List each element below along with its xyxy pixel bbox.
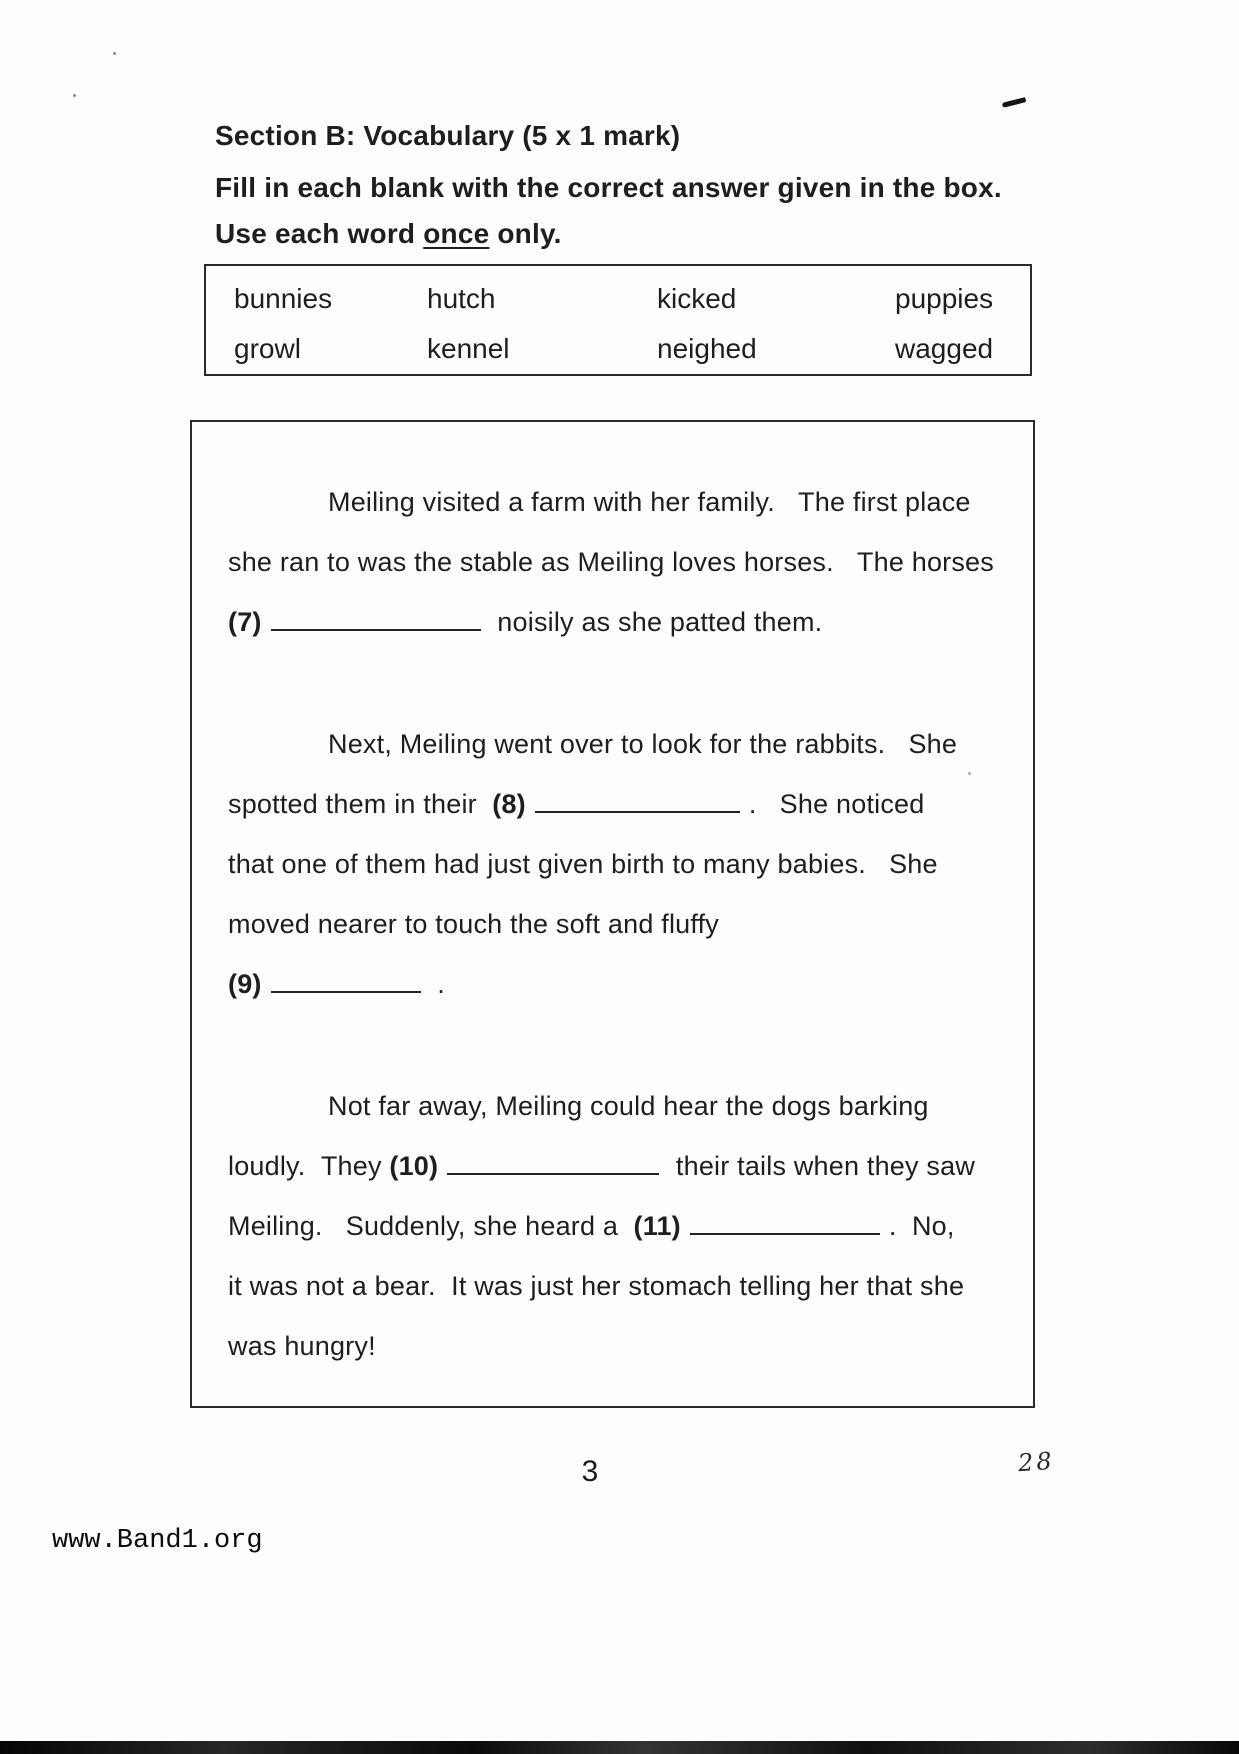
- word-option-kennel: kennel: [427, 333, 510, 364]
- instruction-underlined-word: once: [423, 218, 490, 249]
- passage-text: Not far away, Meiling could hear the dogs barking: [328, 1091, 929, 1121]
- passage-paragraph-3: [228, 1076, 993, 1376]
- passage-text: . No,: [888, 1211, 955, 1241]
- passage-text: moved nearer to touch the soft and fluffy: [228, 909, 719, 939]
- passage-paragraph-1: [228, 472, 993, 652]
- page-number: 3: [581, 1455, 599, 1488]
- handwritten-score: 28: [1017, 1446, 1056, 1478]
- answer-blank-8: [535, 791, 740, 813]
- word-option-hutch: hutch: [427, 283, 496, 314]
- answer-blank-10: [447, 1153, 659, 1175]
- answer-blank-7: [271, 609, 481, 631]
- question-number: (9): [228, 969, 262, 999]
- question-number: (11): [633, 1211, 681, 1241]
- passage-text: was hungry!: [228, 1331, 376, 1361]
- passage-text: noisily as she patted them.: [489, 607, 823, 637]
- instruction-line-1: Fill in each blank with the correct answer given in the box.: [215, 172, 1002, 203]
- passage-line: [228, 1136, 993, 1196]
- passage-text: that one of them had just given birth to many babies. She: [228, 849, 938, 879]
- word-option-bunnies: bunnies: [234, 283, 333, 314]
- passage-line: [228, 472, 993, 532]
- pen-mark: [1002, 97, 1026, 108]
- scan-speck: [113, 52, 116, 55]
- passage-text: loudly. They: [228, 1151, 390, 1181]
- passage-line: [228, 1076, 993, 1136]
- word-option-growl: growl: [234, 333, 301, 364]
- answer-blank-9: [271, 971, 421, 993]
- passage-line: [228, 1316, 993, 1376]
- word-bank-box: [204, 264, 1032, 376]
- question-number: (7): [228, 607, 262, 637]
- passage-text: . She noticed: [748, 789, 925, 819]
- passage-text: she ran to was the stable as Meiling loves horses. The horses: [228, 547, 994, 577]
- passage-text: Meiling. Suddenly, she heard a: [228, 1211, 634, 1241]
- question-number: (8): [492, 789, 526, 819]
- passage-text: Next, Meiling went over to look for the rabbits. She: [328, 729, 958, 759]
- passage-line: [228, 532, 993, 592]
- section-title: Section B: Vocabulary (5 x 1 mark): [215, 120, 681, 151]
- passage-box: [190, 420, 1035, 1408]
- passage-line: [228, 834, 993, 894]
- passage-line: [228, 894, 993, 954]
- website-url: www.Band1.org: [52, 1526, 263, 1556]
- answer-blank-11: [690, 1213, 880, 1235]
- passage-text: spotted them in their: [228, 789, 493, 819]
- passage-text: their tails when they saw: [668, 1151, 976, 1181]
- instruction-text-post: only.: [489, 218, 562, 249]
- passage-line: [228, 714, 993, 774]
- passage-line: [228, 592, 993, 652]
- scan-edge-bar: [0, 1741, 1239, 1754]
- question-number: (10): [389, 1151, 439, 1181]
- passage-line: [228, 954, 993, 1014]
- word-option-neighed: neighed: [657, 333, 757, 364]
- word-option-puppies: puppies: [895, 283, 994, 314]
- instruction-text-pre: Use each word: [215, 218, 424, 249]
- word-option-kicked: kicked: [657, 283, 737, 314]
- passage-line: [228, 774, 993, 834]
- instruction-line-2: [215, 218, 562, 250]
- passage-text: it was not a bear. It was just her stomach telling her that she: [228, 1271, 965, 1301]
- passage-line: [228, 1256, 993, 1316]
- scan-speck: [73, 94, 76, 97]
- word-option-wagged: wagged: [895, 333, 994, 364]
- passage-paragraph-2: [228, 714, 993, 1014]
- passage-text: .: [429, 969, 446, 999]
- passage-text: Meiling visited a farm with her family. The first place: [328, 487, 971, 517]
- passage-line: [228, 1196, 993, 1256]
